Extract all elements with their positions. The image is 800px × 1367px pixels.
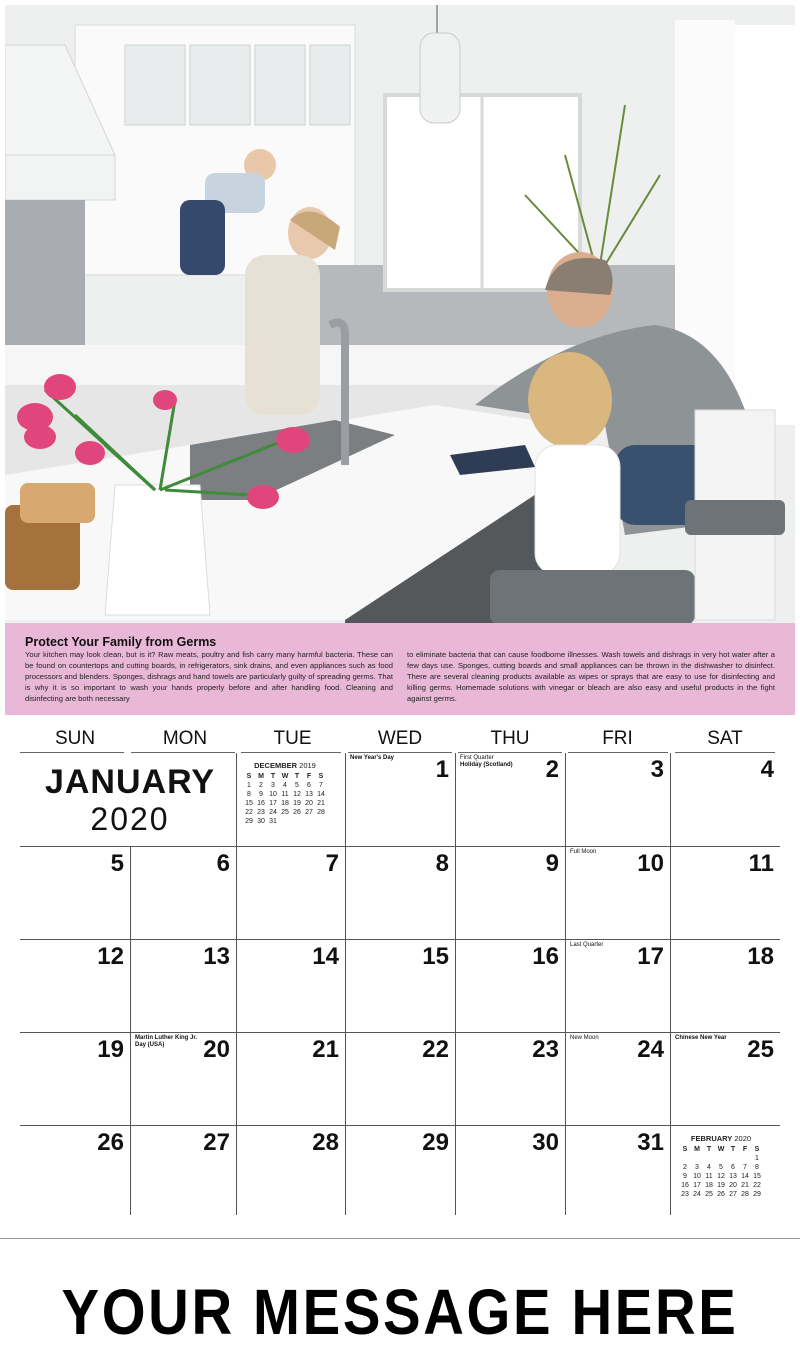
info-title: Protect Your Family from Germs (25, 635, 217, 649)
day-cell (236, 846, 345, 939)
day-number: 18 (747, 943, 774, 970)
info-panel (5, 623, 795, 715)
weekday-wed: WED (377, 728, 423, 749)
info-text-right: to eliminate bacteria that can cause foodborne illnesses. Wash towels and dishrags in very hot water after a few days use. Sponges, cutting boards and small appliances can be thrown in the dishwasher to disinfect. There are several cleaning products available as wipes or sprays that are easy to use for disinfecting and killing germs. Homemade solutions with vinegar or bleach are also easy and useful products in the fight against germs. (407, 650, 775, 703)
day-number: 1 (435, 756, 449, 783)
day-number: 11 (748, 850, 774, 877)
mini-calendar-next: FEBRUARY 2020 S M T W T F S 1 2 3 4 5 6 7 8 9 10 11 12 13 14 15 16 17 18 19 20 21 22 23 24 25 26 27 28 29 (681, 1134, 761, 1198)
day-number: 26 (97, 1129, 124, 1156)
day-cell (236, 1125, 345, 1215)
day-number: 19 (97, 1036, 124, 1063)
month-name: JANUARY (44, 763, 216, 801)
day-number: 14 (312, 943, 339, 970)
day-number: 12 (97, 943, 124, 970)
weekday-sun: SUN (54, 728, 96, 749)
month-title (20, 763, 240, 837)
day-cell (565, 1032, 670, 1125)
day-cell (20, 1125, 130, 1215)
weekday-sat: SAT (707, 728, 743, 749)
day-cell (670, 939, 780, 1032)
mini-calendar-cell-prev (236, 753, 345, 846)
weekday-thu: THU (490, 728, 530, 749)
day-number: 24 (637, 1036, 664, 1063)
footer-message: YOUR MESSAGE HERE (61, 1276, 739, 1348)
day-note: Last Quarter (570, 942, 604, 948)
mini-next-year: 2020 (734, 1134, 752, 1143)
day-cell (670, 846, 780, 939)
weekday-mon: MON (162, 728, 208, 749)
day-cell (130, 1032, 236, 1125)
info-text-left: Your kitchen may look clean, but is it? Raw meats, poultry and fish carry many harmful bacteria. These can be found on countertops and cutting boards, in refrigerators, sink drains, and even appliances such as food processors and blenders. Sponges, dishrags and hand towels are particularly guilty of spreading germs. That is why it is so important to wash your hands properly before and after handling food. Cleaning and disinfecting are both necessary (25, 650, 393, 703)
day-cell (345, 846, 455, 939)
day-number: 30 (532, 1129, 559, 1156)
day-cell (130, 939, 236, 1032)
day-cell (455, 753, 565, 846)
mini-calendar-cell-next (670, 1125, 780, 1215)
day-number: 10 (637, 850, 664, 877)
day-cell (565, 753, 670, 846)
day-number: 4 (760, 756, 774, 783)
day-number: 21 (312, 1036, 339, 1063)
day-cell (130, 846, 236, 939)
day-cell (670, 753, 780, 846)
day-cell (565, 846, 670, 939)
day-number: 29 (422, 1129, 449, 1156)
day-number: 6 (216, 850, 230, 877)
day-number: 23 (532, 1036, 559, 1063)
day-cell (455, 939, 565, 1032)
day-number: 3 (650, 756, 664, 783)
day-note: Full Moon (570, 849, 597, 855)
day-cell (236, 939, 345, 1032)
day-cell (20, 846, 130, 939)
day-cell (236, 1032, 345, 1125)
day-number: 28 (312, 1129, 339, 1156)
day-cell (20, 939, 130, 1032)
day-number: 27 (203, 1129, 230, 1156)
day-number: 17 (637, 943, 664, 970)
day-number: 2 (545, 756, 559, 783)
day-number: 13 (203, 943, 230, 970)
weekday-fri: FRI (602, 728, 633, 749)
day-cell (345, 1032, 455, 1125)
day-cell (20, 1032, 130, 1125)
day-number: 7 (325, 850, 339, 877)
day-number: 22 (422, 1036, 449, 1063)
mini-next-month: FEBRUARY (690, 1134, 733, 1143)
day-note: Chinese New Year (675, 1035, 727, 1041)
day-cell (345, 939, 455, 1032)
day-note: First Quarter Holiday (Scotland) (460, 755, 513, 768)
day-note: New Moon (570, 1035, 599, 1041)
day-cell (565, 939, 670, 1032)
day-number: 16 (532, 943, 559, 970)
weekday-tue: TUE (273, 728, 312, 749)
day-number: 5 (110, 850, 124, 877)
day-cell (345, 753, 455, 846)
day-cell (455, 1032, 565, 1125)
day-number: 9 (545, 850, 559, 877)
mini-prev-month: DECEMBER (254, 761, 298, 770)
day-number: 25 (747, 1036, 774, 1063)
day-number: 31 (637, 1129, 664, 1156)
message-footer (0, 1238, 800, 1367)
day-cell (455, 1125, 565, 1215)
day-cell (130, 1125, 236, 1215)
month-year: 2020 (90, 801, 170, 837)
kitchen-scene-illustration (5, 5, 795, 623)
day-note: Martin Luther King Jr. Day (USA) (135, 1035, 198, 1048)
day-cell (345, 1125, 455, 1215)
day-cell (565, 1125, 670, 1215)
mini-calendar-prev: DECEMBER 2019 S M T W T F S 1 2 3 4 5 6 7 8 9 10 11 12 13 14 15 16 17 18 19 20 21 22 23 24 25 26 27 28 29 30 31 (245, 761, 325, 825)
kitchen-family-photo (5, 5, 795, 623)
mini-prev-year: 2019 (299, 761, 316, 770)
day-number: 15 (422, 943, 449, 970)
day-note: New Year's Day (350, 755, 395, 761)
day-number: 8 (435, 850, 449, 877)
day-number: 20 (203, 1036, 230, 1063)
day-cell (670, 1032, 780, 1125)
day-cell (455, 846, 565, 939)
